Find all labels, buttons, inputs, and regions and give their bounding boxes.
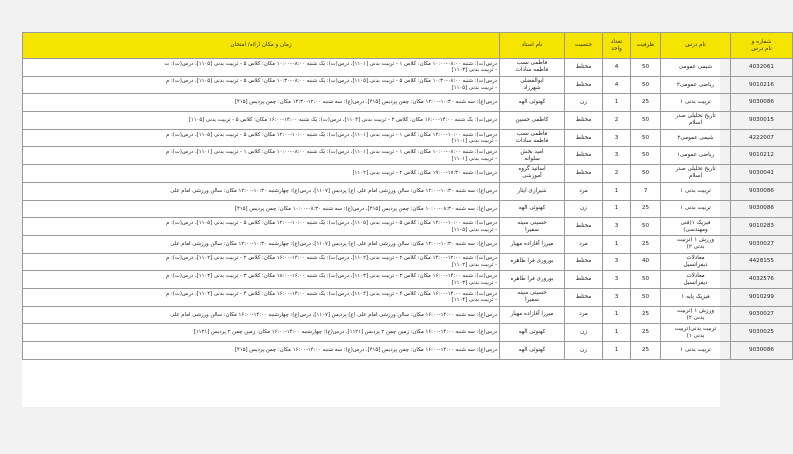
table-row xyxy=(23,342,793,360)
capacity-cell: 25 xyxy=(631,342,661,360)
units-cell: 1 xyxy=(603,200,631,218)
code-cell: 9010212 xyxy=(731,147,793,165)
course-cell: تربیت بدنی ۱ xyxy=(661,94,731,112)
code-cell: 9030027 xyxy=(731,235,793,253)
course-table xyxy=(22,32,793,360)
units-cell: 4 xyxy=(603,59,631,77)
course-cell: معادلات دیفرانسیل xyxy=(661,271,731,289)
table-row xyxy=(23,94,793,112)
capacity-cell: 50 xyxy=(631,112,661,130)
header-row xyxy=(23,33,793,59)
schedule-cell: درس(ت): شنبه ۰۸:۰۰-۱۰:۰۰ مکان: کلاس ۱ - تربیت بدنی [۱۱۰۱]، درس(ت): یک شنبه ۰۸:۰۰-۱۰:۰۰ مکان: کلاس ۱ - تربیت بدنی [۱۱۰۱]، درس(ت): م - تربیت بدنی [۱۱۰۱] xyxy=(23,147,500,165)
capacity-cell: 50 xyxy=(631,129,661,147)
course-cell: شیمی عمومی۲ xyxy=(661,129,731,147)
schedule-cell: درس(ت): شنبه ۱۴:۰۰-۱۶:۰۰ مکان: کلاس ۳ - تربیت بدنی [۱۱۰۳]، درس(ت): یک شنبه ۱۶:۰۰-۱۸:۰۰ مکان: کلاس ۳ - تربیت بدنی [۱۱۰۳]، درس(ت): م - تربیت بدنی [۱۱۰۳] xyxy=(23,271,500,289)
schedule-cell: درس(ت): شنبه ۱۰:۰۰-۱۲:۰۰ مکان: کلاس ۵ - تربیت بدنی [۱۱۰۵]، درس(ت): یک شنبه ۱۰:۰۰-۱۲:۰۰ مکان: کلاس ۵ - تربیت بدنی [۱۱۰۵]، درس(ت): م - تربیت بدنی [۱۱۰۵] xyxy=(23,218,500,236)
gender-cell: زن xyxy=(565,342,603,360)
capacity-cell: 50 xyxy=(631,288,661,306)
gender-cell: مختلط xyxy=(565,129,603,147)
gender-cell: مختلط xyxy=(565,76,603,94)
teacher-cell: امید بخش سلوانه xyxy=(500,147,565,165)
teacher-cell: شیرازی ایثار xyxy=(500,182,565,200)
units-cell: 1 xyxy=(603,306,631,324)
teacher-cell: میرزا آقازاده مهیار xyxy=(500,306,565,324)
units-cell: 1 xyxy=(603,94,631,112)
code-cell: 9030015 xyxy=(731,112,793,130)
capacity-cell: 40 xyxy=(631,253,661,271)
gender-cell: مرد xyxy=(565,235,603,253)
code-cell: 4428155 xyxy=(731,253,793,271)
gender-cell: زن xyxy=(565,324,603,342)
code-cell: 9030086 xyxy=(731,182,793,200)
table-row xyxy=(23,218,793,236)
teacher-cell: حسینی سینه سفیرا xyxy=(500,288,565,306)
capacity-cell: 25 xyxy=(631,306,661,324)
units-cell: 3 xyxy=(603,288,631,306)
schedule-cell: درس(ع): سه شنبه ۱۰:۳۰-۱۲:۰۰ مکان: چمن پردیس [۴۱۵]، درس(ع): سه شنبه ۱۲:۰۰-۱۳:۳۰ مکان: چمن پردیس [۴۱۵] xyxy=(23,94,500,112)
gender-cell: مختلط xyxy=(565,218,603,236)
table-row xyxy=(23,76,793,94)
schedule-cell: درس(ع): سه شنبه ۱۴:۰۰-۱۶:۰۰ مکان: زمین چمن ۲ پردیس [۱۱۲۱]، درس(ع): چهارشنبه ۱۴:۰۰-۱۶:۰۰ مکان: زمین چمن ۲ پردیس [۱۱۲۱] xyxy=(23,324,500,342)
table-row xyxy=(23,288,793,306)
code-cell: 9030086 xyxy=(731,200,793,218)
gender-cell: زن xyxy=(565,94,603,112)
schedule-cell: درس(ت): شنبه ۰۸:۰۰-۱۰:۰۰ مکان: کلاس ۱ - تربیت بدنی [۱۱۰۱]، درس(ت): یک شنبه ۰۸:۰۰-۱۰:۰۰ مکان: کلاس ۵ - تربیت بدنی [۱۱۰۵]، درس(ت): ت - تربیت بدنی [۱۱۰۳] xyxy=(23,59,500,77)
units-cell: 3 xyxy=(603,271,631,289)
teacher-cell: فاطمی نسب فاطمه سادات xyxy=(500,129,565,147)
teacher-cell: بوروری فرا طاهره xyxy=(500,253,565,271)
teacher-cell: فاطمی نسب فاطمه سادات xyxy=(500,59,565,77)
capacity-cell: 25 xyxy=(631,324,661,342)
gender-cell: مختلط xyxy=(565,147,603,165)
gender-cell: مختلط xyxy=(565,271,603,289)
capacity-cell: 25 xyxy=(631,235,661,253)
course-cell: ریاضی عمومی۲ xyxy=(661,76,731,94)
course-cell: تاریخ تحلیلی صدر اسلام xyxy=(661,112,731,130)
header-schedule: زمان و مکان ارائه/ امتحان xyxy=(23,33,500,59)
course-cell: ورزش ۱ (تربیت بدنی ۲) xyxy=(661,306,731,324)
teacher-cell: کهنوئی الهه xyxy=(500,200,565,218)
table-row xyxy=(23,200,793,218)
teacher-cell: کهنوئی الهه xyxy=(500,342,565,360)
capacity-cell: 50 xyxy=(631,147,661,165)
schedule-cell: درس(ت): شنبه ۱۴:۰۰-۱۶:۰۰ مکان: کلاس ۴ - تربیت بدنی [۱۱۰۴]، درس(ت): یک شنبه ۱۴:۰۰-۱۶:۰۰ مکان: کلاس ۴ - تربیت بدنی [۱۱۰۴]، درس(ت): م - تربیت بدنی [۱۱۰۴] xyxy=(23,288,500,306)
capacity-cell: 50 xyxy=(631,218,661,236)
capacity-cell: 50 xyxy=(631,271,661,289)
code-cell: 4032576 xyxy=(731,271,793,289)
course-cell: معادلات دیفرانسیل xyxy=(661,253,731,271)
gender-cell: مختلط xyxy=(565,59,603,77)
teacher-cell: کهنوئی الهه xyxy=(500,94,565,112)
course-cell: ورزش ۱ (تربیت بدنی ۲) xyxy=(661,235,731,253)
gender-cell: زن xyxy=(565,200,603,218)
code-cell: 9010299 xyxy=(731,288,793,306)
header-gender: جنسیت xyxy=(565,33,603,59)
units-cell: 3 xyxy=(603,147,631,165)
units-cell: 3 xyxy=(603,253,631,271)
course-cell: تربیت بدنی ۱ xyxy=(661,200,731,218)
course-schedule-sheet xyxy=(22,32,774,407)
schedule-cell: درس(ع): سه شنبه ۰۸:۳۰-۱۰:۰۰ مکان: چمن پردیس [۴۱۵]، درس(ع): سه شنبه ۰۸:۳۰-۱۰:۰۰ مکان: چمن پردیس [۴۱۵] xyxy=(23,200,500,218)
units-cell: 1 xyxy=(603,235,631,253)
units-cell: 3 xyxy=(603,218,631,236)
course-cell: تربیت بدنی ۱ xyxy=(661,182,731,200)
header-capacity: ظرفیت xyxy=(631,33,661,59)
header-code: شماره و نام درس xyxy=(731,33,793,59)
code-cell: 9030086 xyxy=(731,94,793,112)
table-row xyxy=(23,182,793,200)
capacity-cell: 25 xyxy=(631,200,661,218)
capacity-cell: 7 xyxy=(631,182,661,200)
table-row xyxy=(23,324,793,342)
schedule-cell: درس(ت): شنبه ۱۷:۳۰-۱۹:۰۰ مکان: کلاس ۲ - تربیت بدنی [۱۱۰۲] xyxy=(23,165,500,183)
header-course: نام درس xyxy=(661,33,731,59)
units-cell: 1 xyxy=(603,342,631,360)
teacher-cell: حسینی سینه سفیرا xyxy=(500,218,565,236)
code-cell: 9030027 xyxy=(731,306,793,324)
units-cell: 1 xyxy=(603,324,631,342)
teacher-cell: بوروری فرا طاهره xyxy=(500,271,565,289)
teacher-cell: کهنوئی الهه xyxy=(500,324,565,342)
units-cell: 1 xyxy=(603,182,631,200)
course-cell: شیمی عمومی xyxy=(661,59,731,77)
schedule-cell: درس(ت): شنبه ۱۰:۰۰-۱۲:۰۰ مکان: کلاس ۱ - تربیت بدنی [۱۱۰۱]، درس(ت): یک شنبه ۱۰:۰۰-۱۲:۰۰ مکان: کلاس ۵ - تربیت بدنی [۱۱۰۵]، درس(ت): م - تربیت بدنی [۱۱۰۱] xyxy=(23,129,500,147)
gender-cell: مرد xyxy=(565,182,603,200)
table-row xyxy=(23,147,793,165)
units-cell: 4 xyxy=(603,76,631,94)
gender-cell: مرد xyxy=(565,306,603,324)
course-cell: ریاضی عمومی۱ xyxy=(661,147,731,165)
schedule-cell: درس(ع): سه شنبه ۱۰:۳۰-۱۲:۰۰ مکان: سالن ورزشی امام علی (ع) پردیس [۱۱۰۷]، درس(ع): چهارشنبه ۱۰:۳۰-۱۲:۰۰ مکان: سالن ورزشی امام علی xyxy=(23,235,500,253)
table-row xyxy=(23,165,793,183)
units-cell: 2 xyxy=(603,112,631,130)
teacher-cell: میرزا آقازاده مهیار xyxy=(500,235,565,253)
schedule-cell: درس(ت): یک شنبه ۱۴:۰۰-۱۶:۰۰ مکان: کلاس ۴ - تربیت بدنی [۱۱۰۴]، درس(ت): یک شنبه ۱۴:۰۰-۱۶:۰۰ مکان: کلاس ۵ - تربیت بدنی [۱۱۰۵] xyxy=(23,112,500,130)
units-cell: 3 xyxy=(603,129,631,147)
course-cell: تربیت بدنی(تربیت بدنی ۱) xyxy=(661,324,731,342)
code-cell: 4222007 xyxy=(731,129,793,147)
teacher-cell: ابوالفضلی شهرزاد xyxy=(500,76,565,94)
code-cell: 9010216 xyxy=(731,76,793,94)
table-row xyxy=(23,59,793,77)
table-row xyxy=(23,271,793,289)
page-bottom-margin xyxy=(0,407,720,454)
gender-cell: مختلط xyxy=(565,253,603,271)
table-row xyxy=(23,129,793,147)
code-cell: 9030025 xyxy=(731,324,793,342)
schedule-cell: درس(ع): سه شنبه ۱۴:۰۰-۱۶:۰۰ مکان: سالن ورزشی امام علی (ع) پردیس [۱۱۰۷]، درس(ع): چهارشنبه ۱۴:۰۰-۱۶:۰۰ مکان: سالن ورزشی امام علی xyxy=(23,306,500,324)
gender-cell: مختلط xyxy=(565,165,603,183)
table-row xyxy=(23,253,793,271)
gender-cell: مختلط xyxy=(565,288,603,306)
schedule-cell: درس(ت): شنبه ۰۸:۰۰-۱۰:۳۰ مکان: کلاس ۵ - تربیت بدنی [۱۱۰۵]، درس(ت): یک شنبه ۰۸:۰۰-۱۰:۳۰ مکان: کلاس ۵ - تربیت بدنی [۱۱۰۵]، درس(ت): م - تربیت بدنی [۱۱۰۵] xyxy=(23,76,500,94)
table-row xyxy=(23,306,793,324)
course-cell: فیزیک ۱(فنی ومهندسی) xyxy=(661,218,731,236)
code-cell: 9030041 xyxy=(731,165,793,183)
teacher-cell: اساتید گروه آموزشی xyxy=(500,165,565,183)
capacity-cell: 25 xyxy=(631,94,661,112)
schedule-cell: درس(ع): سه شنبه ۱۰:۳۰-۱۲:۰۰ مکان: سالن ورزشی امام علی (ع) پردیس [۱۱۰۷]، درس(ع): چهارشنبه ۱۰:۳۰-۱۲:۰۰ مکان: سالن ورزشی امام علی xyxy=(23,182,500,200)
capacity-cell: 50 xyxy=(631,165,661,183)
header-teacher: نام استاد xyxy=(500,33,565,59)
code-cell: 9010283 xyxy=(731,218,793,236)
capacity-cell: 50 xyxy=(631,59,661,77)
course-cell: تاریخ تحلیلی صدر اسلام xyxy=(661,165,731,183)
code-cell: 4032061 xyxy=(731,59,793,77)
course-cell: فیزیک پایه ۱ xyxy=(661,288,731,306)
code-cell: 9030086 xyxy=(731,342,793,360)
course-cell: تربیت بدنی ۱ xyxy=(661,342,731,360)
schedule-cell: درس(ت): شنبه ۱۲:۰۰-۱۴:۰۰ مکان: کلاس ۲ - تربیت بدنی [۱۱۰۲]، درس(ت): یک شنبه ۱۴:۰۰-۱۶:۰۰ مکان: کلاس ۲ - تربیت بدنی [۱۱۰۲]، درس(ت): م - تربیت بدنی [۱۱۰۲] xyxy=(23,253,500,271)
table-row xyxy=(23,235,793,253)
capacity-cell: 50 xyxy=(631,76,661,94)
gender-cell: مختلط xyxy=(565,112,603,130)
teacher-cell: کاظمی حسین xyxy=(500,112,565,130)
table-row xyxy=(23,112,793,130)
schedule-cell: درس(ع): سه شنبه ۱۴:۰۰-۱۶:۰۰ مکان: چمن پردیس [۴۱۵]، درس(ع): سه شنبه ۱۴:۰۰-۱۶:۰۰ مکان: چمن پردیس [۴۱۵] xyxy=(23,342,500,360)
header-units: تعداد واحد xyxy=(603,33,631,59)
units-cell: 2 xyxy=(603,165,631,183)
